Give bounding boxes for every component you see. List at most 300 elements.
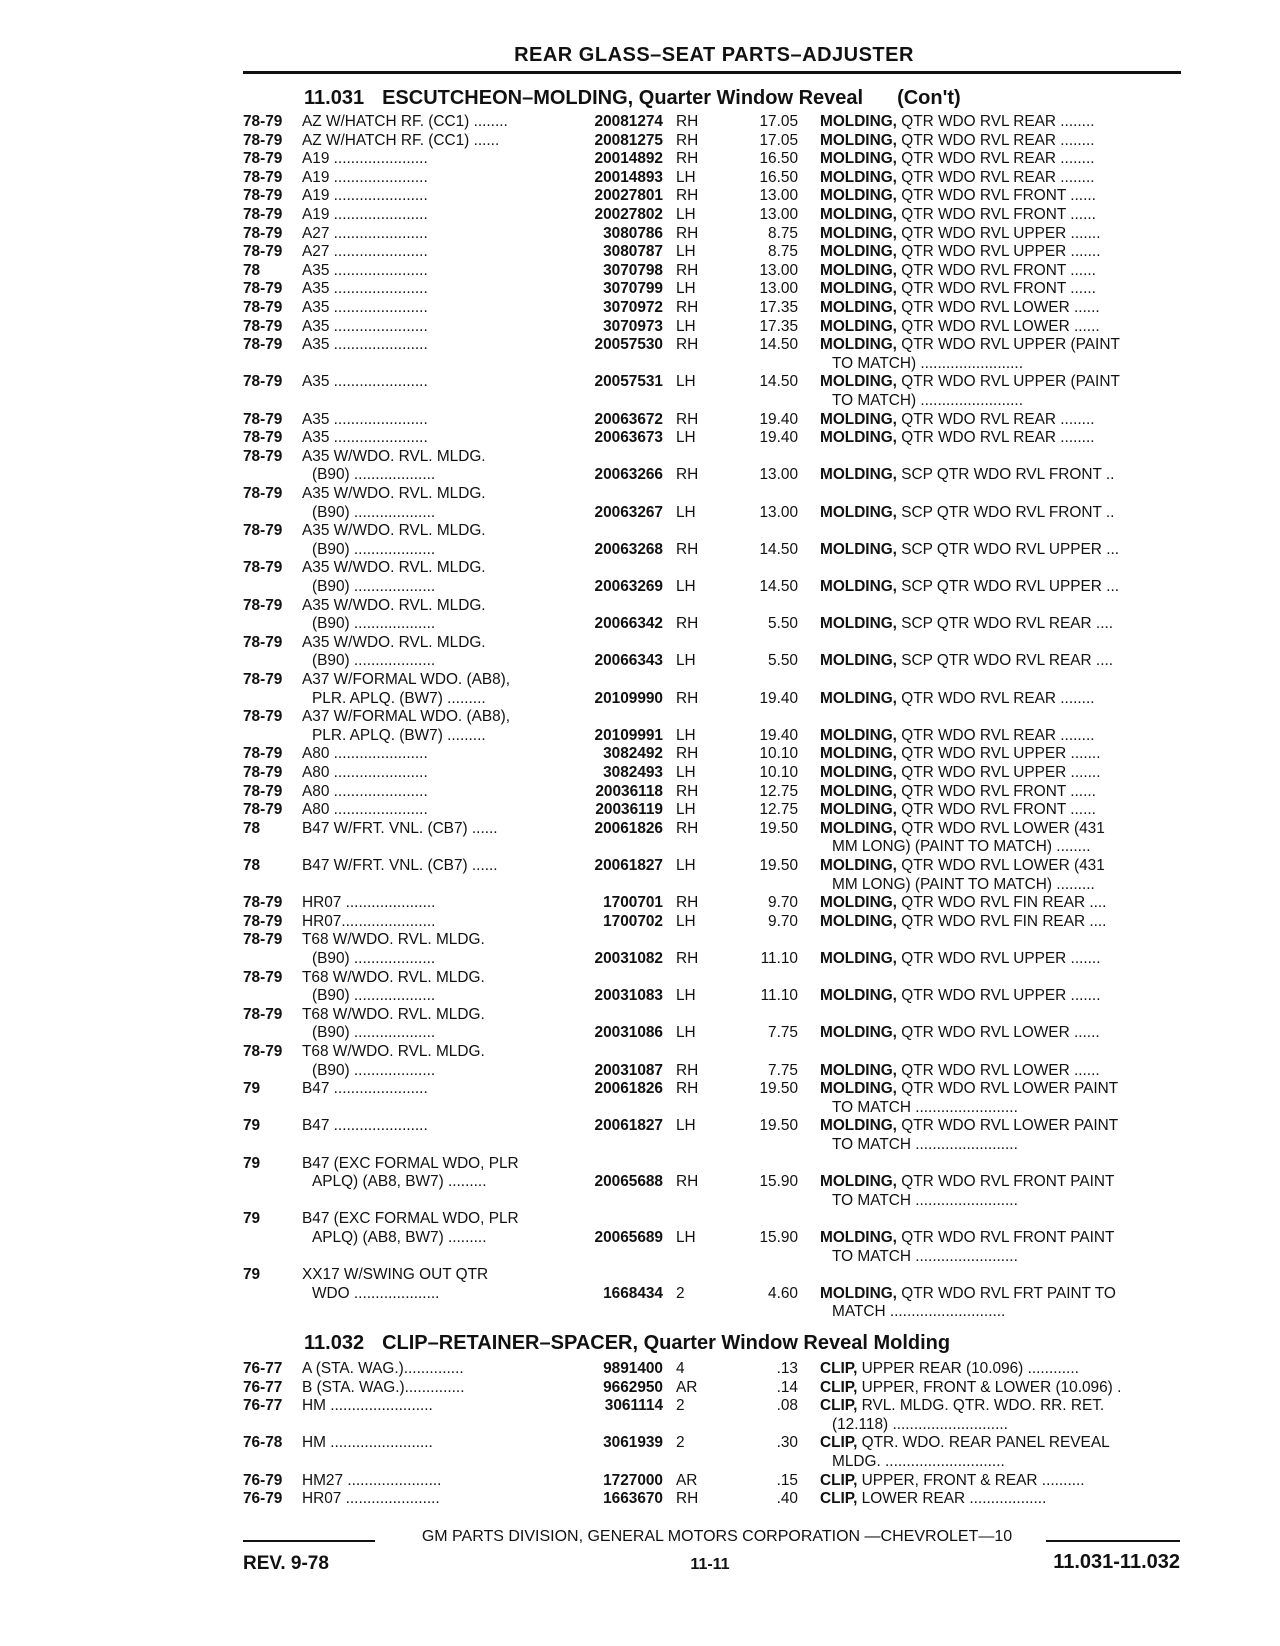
part-number: 20031087 (594, 1061, 663, 1079)
description-continued: MLDG. ............................ (832, 1453, 1005, 1470)
model-year: 78-79 (243, 782, 283, 800)
application-continued: (B90) ................... (312, 1024, 436, 1042)
model-year: 78-79 (243, 894, 283, 912)
price: 19.50 (759, 819, 798, 837)
application-continued: (B90) ................... (312, 950, 436, 967)
quantity: RH (676, 819, 699, 837)
model-year: 78-79 (243, 206, 283, 223)
part-number: 1727000 (603, 1471, 663, 1489)
description-text: QTR WDO RVL UPPER ....... (896, 224, 1101, 242)
description-continued: MM LONG) (PAINT TO MATCH) ......... (832, 875, 1095, 893)
description-noun: MOLDING, (820, 1024, 897, 1042)
application: B47 W/FRT. VNL. (CB7) ...... (302, 857, 498, 874)
part-number: 1700701 (603, 894, 663, 912)
description-text: QTR WDO RVL UPPER ....... (896, 764, 1101, 781)
description-noun: CLIP, (820, 1490, 858, 1508)
description-text: SCP QTR WDO RVL FRONT .. (896, 503, 1115, 521)
header-rule (243, 71, 1181, 74)
page-header-title: REAR GLASS–SEAT PARTS–ADJUSTER (514, 44, 914, 66)
application-continued: (B90) ................... (312, 540, 436, 558)
part-number: 20063267 (594, 503, 663, 521)
quantity: 2 (676, 1397, 685, 1415)
application: A80 ...................... (302, 745, 428, 763)
application: A19 ...................... (302, 206, 428, 223)
description (820, 280, 1180, 299)
quantity: RH (676, 410, 699, 428)
price: 11.10 (760, 987, 798, 1005)
description-noun: MOLDING, (820, 652, 897, 670)
price: 17.05 (759, 113, 798, 130)
description-text: QTR WDO RVL REAR ........ (896, 131, 1095, 149)
price: 11.10 (760, 950, 798, 967)
description-noun: MOLDING, (820, 912, 897, 930)
application: A37 W/FORMAL WDO. (AB8), (302, 671, 511, 688)
application-continued: (B90) ................... (312, 652, 436, 670)
application: B47 ...................... (302, 1080, 428, 1098)
application-continued: (B90) ................... (312, 987, 436, 1005)
quantity: LH (676, 168, 696, 186)
part-number: 3070798 (603, 261, 663, 279)
quantity: LH (676, 801, 696, 819)
quantity: LH (676, 1229, 696, 1246)
application: AZ W/HATCH RF. (CC1) ........ (302, 113, 508, 130)
description-text: QTR WDO RVL REAR ........ (896, 689, 1095, 707)
quantity: RH (676, 187, 699, 205)
part-number: 20031086 (594, 1024, 663, 1042)
price: .13 (776, 1360, 798, 1377)
quantity: RH (676, 782, 699, 800)
quantity: RH (676, 1173, 699, 1191)
section-heading: CLIP–RETAINER–SPACER, Quarter Window Reveal Molding (382, 1332, 951, 1354)
model-year: 78-79 (243, 131, 283, 149)
description-noun: MOLDING, (820, 206, 897, 223)
part-number: 3080786 (603, 224, 663, 242)
model-year: 79 (243, 1080, 261, 1098)
description-continued: TO MATCH) ........................ (832, 392, 1023, 409)
footer-publisher: GM PARTS DIVISION, GENERAL MOTORS CORPORATION —CHEVROLET—10 (421, 1528, 1013, 1545)
price: 9.70 (768, 912, 798, 930)
description-continued: MATCH ........................... (832, 1303, 1006, 1321)
application: A35 W/WDO. RVL. MLDG. (302, 559, 486, 577)
model-year: 78-79 (243, 931, 283, 949)
application: A35 ...................... (302, 299, 428, 316)
price: 14.50 (759, 578, 798, 595)
part-number: 1663670 (603, 1490, 663, 1508)
application-continued: (B90) ................... (312, 578, 436, 595)
price: 13.00 (759, 187, 798, 205)
model-year: 78-79 (243, 596, 283, 614)
description-noun: MOLDING, (820, 1173, 897, 1191)
quantity: LH (676, 429, 696, 447)
quantity: LH (676, 764, 696, 781)
price: 4.60 (768, 1284, 798, 1302)
quantity: LH (676, 373, 696, 391)
description-noun: MOLDING, (820, 131, 897, 149)
description-text: QTR WDO RVL REAR ........ (896, 168, 1095, 186)
description-text: QTR WDO RVL LOWER PAINT (896, 1117, 1119, 1135)
part-number: 20036119 (595, 801, 663, 819)
application: HR07...................... (302, 912, 436, 930)
description (820, 987, 1180, 1006)
part-number: 3070972 (603, 299, 663, 316)
application: A35 ...................... (302, 317, 428, 335)
part-number: 3061114 (604, 1397, 663, 1415)
description-continued: TO MATCH ........................ (832, 1136, 1018, 1153)
application: HM ........................ (302, 1397, 433, 1415)
description (820, 373, 1180, 392)
price: .40 (776, 1490, 798, 1508)
description-text: QTR WDO RVL FRONT ...... (896, 280, 1096, 298)
description (820, 504, 1180, 523)
price: 17.35 (759, 299, 798, 316)
application: HR07 ..................... (302, 894, 436, 912)
description-noun: MOLDING, (820, 429, 897, 447)
description (820, 1490, 1180, 1509)
model-year: 78-79 (243, 764, 283, 781)
description-text: QTR WDO RVL REAR ........ (896, 113, 1095, 130)
description-text: RVL. MLDG. QTR. WDO. RR. RET. (857, 1397, 1105, 1415)
quantity: RH (676, 615, 699, 633)
description (820, 1472, 1180, 1491)
description-noun: MOLDING, (820, 243, 897, 261)
price: .15 (776, 1471, 798, 1489)
part-number: 3082492 (603, 745, 663, 763)
price: 7.75 (768, 1061, 798, 1079)
model-year: 78 (243, 261, 261, 279)
description (820, 132, 1180, 151)
model-year: 78 (243, 857, 261, 874)
part-number: 20065688 (594, 1173, 663, 1191)
description-text: SCP QTR WDO RVL UPPER ... (896, 578, 1120, 595)
price: 7.75 (768, 1024, 798, 1042)
model-year: 78-79 (243, 968, 283, 986)
description (820, 187, 1180, 206)
model-year: 78-79 (243, 912, 283, 930)
part-number: 20031083 (594, 987, 663, 1005)
description (820, 578, 1180, 597)
description (820, 1379, 1180, 1398)
description-noun: MOLDING, (820, 224, 897, 242)
price: 16.50 (759, 150, 798, 168)
description-noun: MOLDING, (820, 540, 897, 558)
quantity: LH (676, 578, 696, 595)
description (820, 429, 1180, 448)
application: A19 ...................... (302, 150, 428, 168)
section-heading: ESCUTCHEON–MOLDING, Quarter Window Reveal (382, 87, 864, 109)
description (820, 1360, 1180, 1379)
quantity: LH (676, 503, 696, 521)
model-year: 78-79 (243, 485, 283, 502)
part-number: 20061827 (594, 857, 663, 874)
description-noun: MOLDING, (820, 615, 897, 633)
description (820, 243, 1180, 262)
description (820, 336, 1180, 355)
description-text: QTR WDO RVL UPPER ....... (896, 243, 1101, 261)
description-text: UPPER, FRONT & REAR .......... (857, 1471, 1085, 1489)
description (820, 783, 1180, 802)
model-year: 78-79 (243, 1005, 283, 1023)
model-year: 78-79 (243, 317, 283, 335)
price: .14 (776, 1378, 798, 1396)
price: 19.50 (759, 1117, 798, 1135)
price: 19.40 (759, 410, 798, 428)
part-number: 20061826 (594, 819, 663, 837)
description-noun: MOLDING, (820, 150, 897, 168)
quantity: LH (676, 726, 696, 744)
quantity: LH (676, 280, 696, 298)
description (820, 113, 1180, 132)
price: 12.75 (759, 782, 798, 800)
price: 17.05 (759, 131, 798, 149)
description-text: SCP QTR WDO RVL FRONT .. (896, 466, 1115, 484)
application: B (STA. WAG.).............. (302, 1378, 465, 1396)
description-text: QTR WDO RVL FRT PAINT TO (896, 1284, 1116, 1302)
part-number: 20061826 (594, 1080, 663, 1098)
description-noun: MOLDING, (820, 299, 897, 316)
application-continued: WDO .................... (312, 1284, 440, 1302)
application: T68 W/WDO. RVL. MLDG. (302, 1043, 485, 1060)
description (820, 225, 1180, 244)
quantity: RH (676, 336, 699, 354)
model-year: 79 (243, 1266, 261, 1284)
description-text: QTR WDO RVL REAR ........ (896, 726, 1095, 744)
price: 13.00 (759, 466, 798, 484)
description-text: QTR WDO RVL LOWER (431 (896, 819, 1105, 837)
quantity: LH (676, 652, 696, 670)
part-number: 3070973 (603, 317, 663, 335)
description-text: QTR WDO RVL FRONT PAINT (896, 1229, 1115, 1246)
quantity: LH (676, 857, 696, 874)
model-year: 78-79 (243, 187, 283, 205)
application: A80 ...................... (302, 782, 428, 800)
price: 13.00 (759, 206, 798, 223)
price: 13.00 (759, 503, 798, 521)
quantity: LH (676, 912, 696, 930)
application: AZ W/HATCH RF. (CC1) ...... (302, 131, 500, 149)
footer-page-number: 11-11 (690, 1556, 730, 1573)
description-noun: CLIP, (820, 1378, 858, 1396)
application: A35 W/WDO. RVL. MLDG. (302, 485, 486, 502)
price: 8.75 (768, 224, 798, 242)
description (820, 1024, 1180, 1043)
part-number: 20081274 (594, 113, 663, 130)
description (820, 1173, 1180, 1192)
quantity: RH (676, 689, 699, 707)
description-text: QTR WDO RVL LOWER ...... (896, 1024, 1100, 1042)
model-year: 79 (243, 1117, 261, 1135)
application: HM ........................ (302, 1434, 433, 1452)
model-year: 76-79 (243, 1490, 283, 1508)
price: 9.70 (768, 894, 798, 912)
description-noun: MOLDING, (820, 987, 897, 1005)
section-number: 11.031 (304, 87, 365, 109)
part-number: 20057531 (594, 373, 663, 391)
part-number: 20065689 (594, 1229, 663, 1246)
description (820, 764, 1180, 783)
part-number: 20027802 (594, 206, 663, 223)
application: A35 W/WDO. RVL. MLDG. (302, 522, 486, 540)
price: 8.75 (768, 243, 798, 261)
application: A (STA. WAG.).............. (302, 1360, 464, 1377)
quantity: RH (676, 894, 699, 912)
application: A35 ...................... (302, 261, 428, 279)
quantity: RH (676, 1080, 699, 1098)
description-noun: CLIP, (820, 1397, 858, 1415)
part-number: 1700702 (603, 912, 663, 930)
price: 15.90 (759, 1229, 798, 1246)
section-title-11-031 (304, 87, 961, 110)
part-number: 20031082 (594, 950, 663, 967)
part-number: 20109991 (594, 726, 663, 744)
part-number: 3070799 (603, 280, 663, 298)
model-year: 78 (243, 819, 261, 837)
description (820, 727, 1180, 746)
description-continued: TO MATCH ........................ (832, 1098, 1018, 1116)
description-continued: MM LONG) (PAINT TO MATCH) ........ (832, 838, 1091, 856)
description (820, 820, 1180, 839)
model-year: 78-79 (243, 708, 283, 726)
description-noun: CLIP, (820, 1360, 858, 1377)
section-number: 11.032 (304, 1332, 365, 1354)
description-noun: MOLDING, (820, 466, 897, 484)
price: 16.50 (759, 168, 798, 186)
description-noun: MOLDING, (820, 1080, 897, 1098)
application: HR07 ...................... (302, 1490, 440, 1508)
description-noun: MOLDING, (820, 857, 897, 874)
section-continued-note: (Con't) (897, 87, 961, 109)
model-year: 76-77 (243, 1378, 283, 1396)
description (820, 801, 1180, 820)
description-continued: TO MATCH ........................ (832, 1191, 1018, 1209)
quantity: RH (676, 113, 699, 130)
description-text: QTR WDO RVL LOWER (431 (896, 857, 1105, 874)
quantity: AR (676, 1471, 698, 1489)
description (820, 1434, 1180, 1453)
model-year: 76-77 (243, 1397, 283, 1415)
description (820, 262, 1180, 281)
description-text: QTR WDO RVL LOWER ...... (896, 299, 1100, 316)
part-number: 20014893 (594, 168, 663, 186)
description-text: QTR WDO RVL LOWER ...... (896, 1061, 1100, 1079)
model-year: 78-79 (243, 522, 283, 540)
description-text: QTR WDO RVL FRONT ...... (896, 801, 1096, 819)
description-noun: MOLDING, (820, 317, 897, 335)
model-year: 78-79 (243, 150, 283, 168)
description-text: QTR WDO RVL LOWER PAINT (896, 1080, 1119, 1098)
model-year: 79 (243, 1210, 261, 1228)
description-noun: MOLDING, (820, 894, 897, 912)
description-text: SCP QTR WDO RVL REAR .... (896, 652, 1114, 670)
description-noun: MOLDING, (820, 689, 897, 707)
description (820, 411, 1180, 430)
quantity: RH (676, 540, 699, 558)
model-year: 78-79 (243, 373, 283, 391)
application: A35 ...................... (302, 280, 428, 298)
description-noun: MOLDING, (820, 261, 897, 279)
price: 15.90 (759, 1173, 798, 1191)
description-text: QTR WDO RVL REAR ........ (896, 429, 1095, 447)
part-number: 20027801 (594, 187, 663, 205)
footer-section-range: 11.031-11.032 (1053, 1551, 1180, 1573)
description-noun: MOLDING, (820, 801, 897, 819)
quantity: LH (676, 206, 696, 223)
part-number: 20063268 (594, 540, 663, 558)
part-number: 20066343 (594, 652, 663, 670)
quantity: RH (676, 466, 699, 484)
application: A35 ...................... (302, 410, 428, 428)
application: A27 ...................... (302, 224, 428, 242)
price: 19.50 (759, 857, 798, 874)
model-year: 78-79 (243, 113, 283, 130)
description (820, 1117, 1180, 1136)
application: A35 W/WDO. RVL. MLDG. (302, 447, 486, 465)
description-noun: MOLDING, (820, 168, 897, 186)
price: 5.50 (768, 652, 798, 670)
price: 14.50 (759, 336, 798, 354)
part-number: 20057530 (594, 336, 663, 354)
application: A19 ...................... (302, 168, 428, 186)
description-text: UPPER, FRONT & LOWER (10.096) . (857, 1378, 1122, 1396)
price: .08 (776, 1397, 798, 1415)
application: A35 W/WDO. RVL. MLDG. (302, 633, 486, 651)
model-year: 78-79 (243, 243, 283, 261)
description (820, 318, 1180, 337)
description-noun: MOLDING, (820, 1229, 897, 1246)
model-year: 78-79 (243, 299, 283, 316)
application-continued: APLQ) (AB8, BW7) ......... (312, 1173, 487, 1191)
description-noun: MOLDING, (820, 1061, 897, 1079)
model-year: 79 (243, 1154, 261, 1172)
application-continued: APLQ) (AB8, BW7) ......... (312, 1229, 487, 1246)
quantity: RH (676, 261, 699, 279)
application: T68 W/WDO. RVL. MLDG. (302, 931, 485, 949)
description (820, 894, 1180, 913)
description (820, 169, 1180, 188)
description-noun: MOLDING, (820, 187, 897, 205)
description-noun: MOLDING, (820, 373, 897, 391)
quantity: LH (676, 1117, 696, 1135)
description-noun: MOLDING, (820, 336, 897, 354)
part-number: 20061827 (594, 1117, 663, 1135)
quantity: 4 (676, 1360, 685, 1377)
description-text: QTR WDO RVL FRONT ...... (896, 187, 1096, 205)
price: 14.50 (759, 540, 798, 558)
quantity: 2 (676, 1434, 685, 1452)
application: T68 W/WDO. RVL. MLDG. (302, 1005, 485, 1023)
description-continued: TO MATCH) ........................ (832, 354, 1023, 372)
description-text: QTR WDO RVL FRONT ...... (896, 261, 1096, 279)
price: 10.10 (759, 764, 798, 781)
description-text: QTR WDO RVL UPPER ....... (896, 950, 1101, 967)
footer-rule-right (1046, 1540, 1180, 1542)
description (820, 206, 1180, 225)
quantity: RH (676, 1061, 699, 1079)
quantity: RH (676, 131, 699, 149)
description-noun: MOLDING, (820, 764, 897, 781)
part-number: 9662950 (603, 1378, 663, 1396)
model-year: 78-79 (243, 745, 283, 763)
model-year: 78-79 (243, 224, 283, 242)
description-text: LOWER REAR .................. (857, 1490, 1047, 1508)
description-noun: MOLDING, (820, 1284, 897, 1302)
application-continued: (B90) ................... (312, 466, 436, 484)
description-noun: CLIP, (820, 1434, 858, 1452)
description-text: QTR WDO RVL UPPER (PAINT (896, 373, 1120, 391)
application-continued: PLR. APLQ. (BW7) ......... (312, 689, 486, 707)
application: B47 ...................... (302, 1117, 428, 1135)
part-number: 20066342 (594, 615, 663, 633)
footer-revision: REV. 9-78 (243, 1553, 329, 1574)
